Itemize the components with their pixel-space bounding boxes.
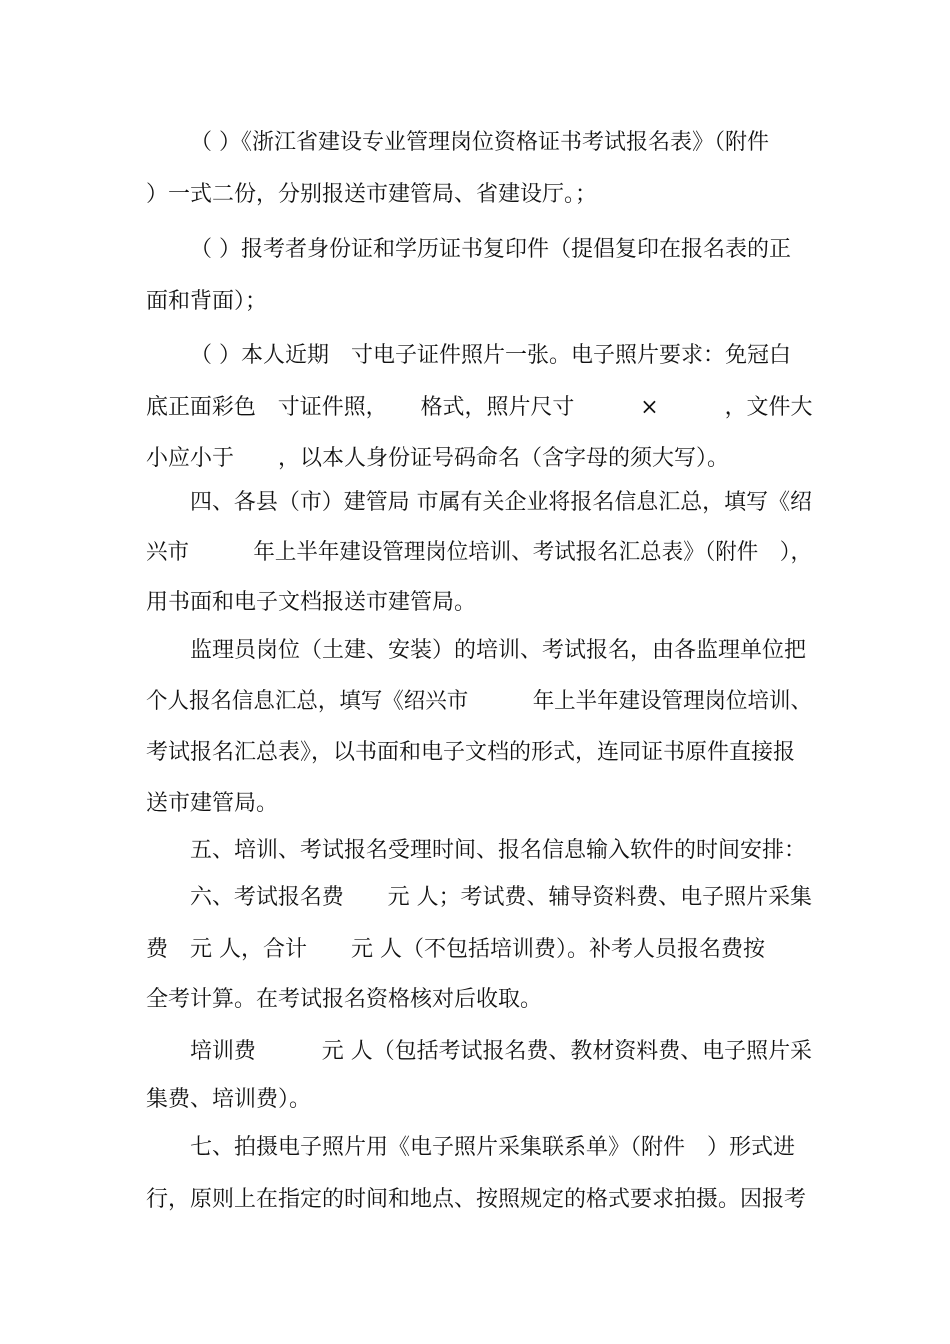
line-20: 集费、培训费）。 xyxy=(146,1087,312,1112)
line-10: 用书面和电子文档报送市建管局。 xyxy=(146,590,477,615)
line-04: 面和背面）； xyxy=(146,289,268,314)
line-07: 小应小于 ，以本人身份证号码命名（含字母的须大写）。 xyxy=(146,446,730,471)
line-19: 培训费 元 人（包括考试报名费、教材资料费、电子照片采 xyxy=(190,1039,813,1064)
line-09: 兴市 年上半年建设管理岗位培训、考试报名汇总表》（附件 ）， xyxy=(146,540,812,565)
line-13: 考试报名汇总表》，以书面和电子文档的形式，连同证书原件直接报 xyxy=(146,740,796,765)
line-22: 行，原则上在指定的时间和地点、按照规定的格式要求拍摄。因报考 xyxy=(146,1187,807,1212)
line-12: 个人报名信息汇总，填写《绍兴市 年上半年建设管理岗位培训、 xyxy=(146,689,812,714)
line-06: 底正面彩色 寸证件照， 格式，照片尺寸 × ，文件大 xyxy=(146,395,813,420)
line-03: （ ）报考者身份证和学历证书复印件（提倡复印在报名表的正 xyxy=(190,237,791,262)
line-17: 费 元 人，合计 元 人（不包括培训费）。补考人员报名费按 xyxy=(146,937,765,962)
line-21: 七、拍摄电子照片用《电子照片采集联系单》（附件 ）形式进 xyxy=(190,1135,796,1160)
line-16: 六、考试报名费 元 人；考试费、辅导资料费、电子照片采集 xyxy=(190,885,813,910)
line-18: 全考计算。在考试报名资格核对后收取。 xyxy=(146,987,543,1012)
line-01: （ ）《浙江省建设专业管理岗位资格证书考试报名表》（附件 xyxy=(190,130,769,155)
line-05: （ ）本人近期 寸电子证件照片一张。电子照片要求：免冠白 xyxy=(190,343,791,368)
line-08: 四、各县（市）建管局 市属有关企业将报名信息汇总，填写《绍 xyxy=(190,490,813,515)
line-02: ）一式二份，分别报送市建管局、省建设厅。； xyxy=(146,182,598,207)
line-15: 五、培训、考试报名受理时间、报名信息输入软件的时间安排： xyxy=(190,838,807,863)
line-14: 送市建管局。 xyxy=(146,791,279,816)
line-11: 监理员岗位（土建、安装）的培训、考试报名，由各监理单位把 xyxy=(190,638,807,663)
